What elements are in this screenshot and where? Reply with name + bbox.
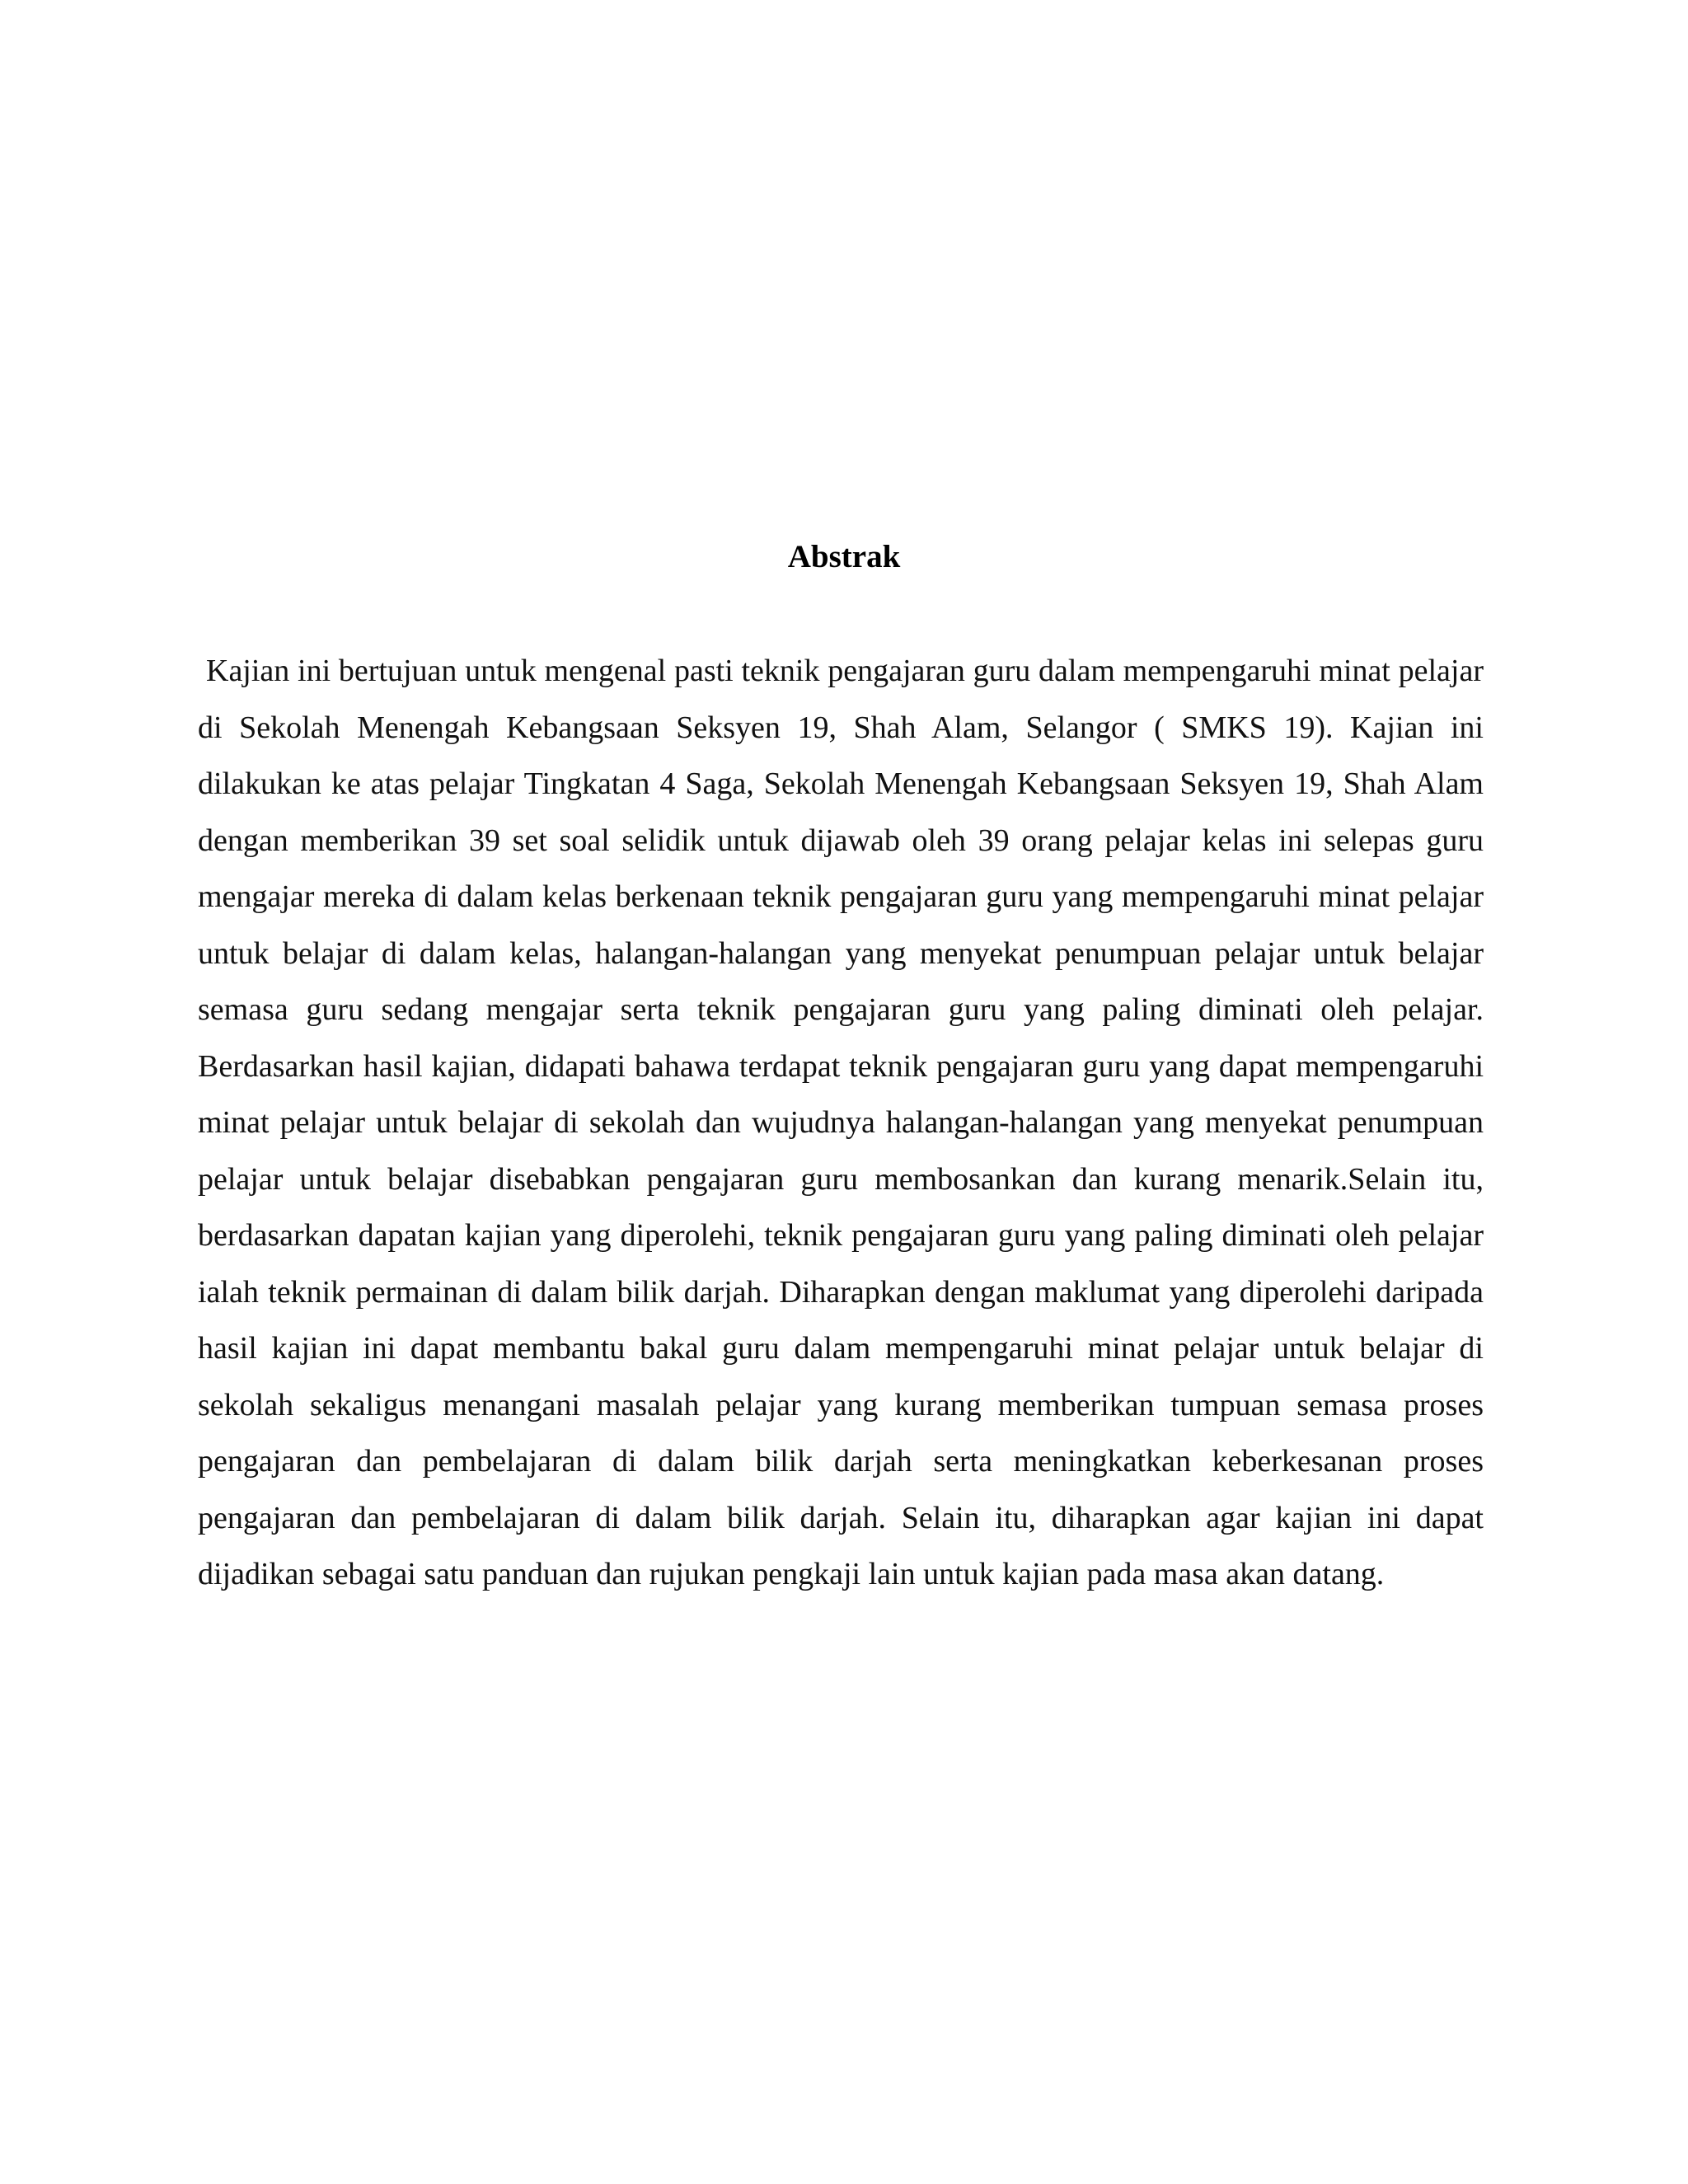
abstract-paragraph: Kajian ini bertujuan untuk mengenal pasti teknik pengajaran guru dalam mempengaruhi minat pelajar di Sekolah Menengah Kebangsaan Seksyen 19, Shah Alam, Selangor ( SMKS 19). Kajian ini dilakukan ke atas pelajar Tingkatan 4 Saga, Sekolah Menengah Kebangsaan Seksyen 19, Shah Alam dengan memberikan 39 set soal selidik untuk dijawab oleh 39 orang pelajar kelas ini selepas guru mengajar mereka di dalam kelas berkenaan teknik pengajaran guru yang mempengaruhi minat pelajar untuk belajar di dalam kelas, halangan-halangan yang menyekat penumpuan pelajar untuk belajar semasa guru sedang mengajar serta teknik pengajaran guru yang paling diminati oleh pelajar. Berdasarkan hasil kajian, didapati bahawa terdapat teknik pengajaran guru yang dapat mempengaruhi minat pelajar untuk belajar di sekolah dan wujudnya halangan-halangan yang menyekat penumpuan pelajar untuk belajar disebabkan pengajaran guru membosankan dan kurang menarik.Selain itu, berdasarkan dapatan kajian yang diperolehi, teknik pengajaran guru yang paling diminati oleh pelajar ialah teknik permainan di dalam bilik darjah. Diharapkan dengan maklumat yang diperolehi daripada hasil kajian ini dapat membantu bakal guru dalam mempengaruhi minat pelajar untuk belajar di sekolah sekaligus menangani masalah pelajar yang kurang memberikan tumpuan semasa proses pengajaran dan pembelajaran di dalam bilik darjah serta meningkatkan keberkesanan proses pengajaran dan pembelajaran di dalam bilik darjah. Selain itu, diharapkan agar kajian ini dapat dijadikan sebagai satu panduan dan rujukan pengkaji lain untuk kajian pada masa akan datang.: [198, 654, 1484, 1591]
page-title: Abstrak: [787, 539, 901, 574]
